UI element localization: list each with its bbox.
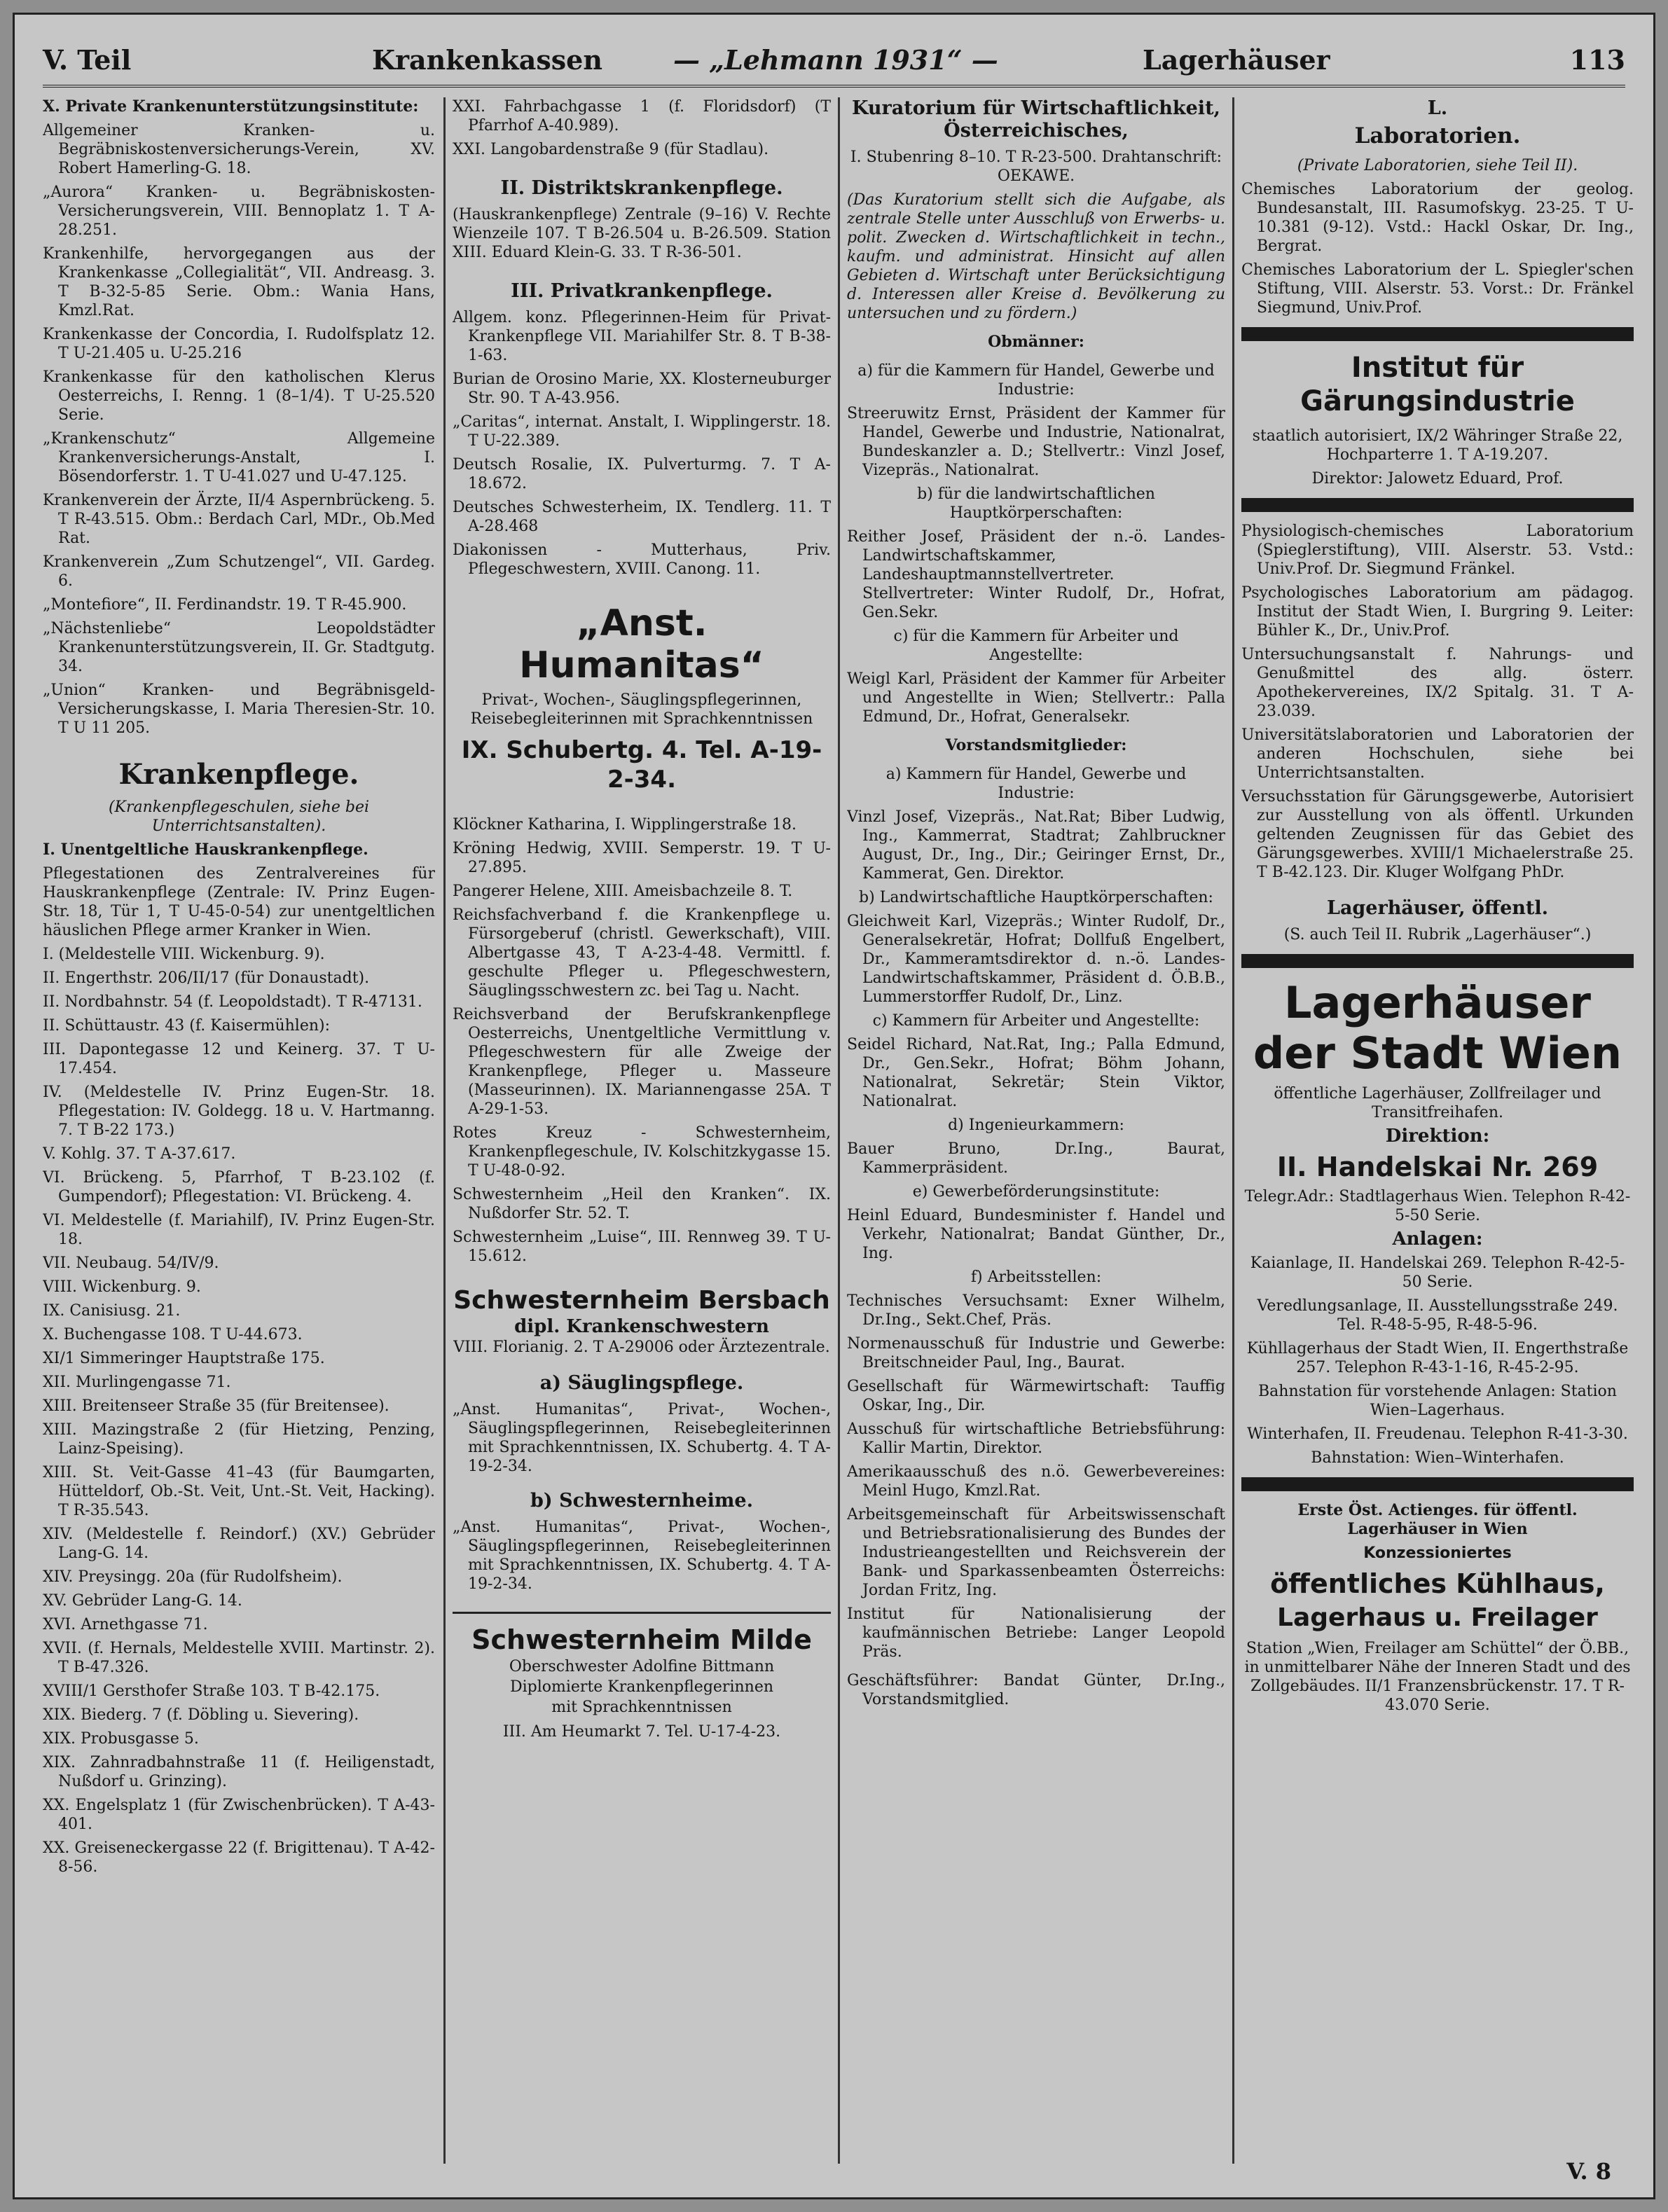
- entry: XXI. Langobardenstraße 9 (für Stadlau).: [453, 141, 769, 158]
- entry: Krankenverein der Ärzte, II/4 Aspernbrückeng. 5. T R-43.515. Obm.: Berdach Carl, MDr., Ob.Med Rat.: [43, 492, 435, 547]
- ad-text: Winterhafen, II. Freudenau. Telephon R-41-3-30.: [1247, 1425, 1628, 1443]
- ad-text: öffentliche Lagerhäuser, Zollfreilager und Transitfreihafen.: [1274, 1085, 1601, 1121]
- entry: Gleichweit Karl, Vizepräs.; Winter Rudolf, Dr., Generalsekretär, Hofrat; Dollfuß Engelbert, Dr., Kammeramtsdirektor d. n.-ö. Landes-Landwirtschaftskammer, Präsident d. Ö.B.B., Lummerstorffer Rudolf, Dr., Linz.: [847, 913, 1225, 1006]
- ad-line: Erste Öst. Actienges. für öffentl. Lagerhäuser in Wien: [1297, 1501, 1578, 1538]
- entry: II. Schüttaustr. 43 (f. Kaisermühlen):: [43, 1017, 331, 1035]
- entry: XIX. Biederg. 7 (f. Döbling u. Sievering).: [43, 1706, 359, 1724]
- entry: a) Kammern für Handel, Gewerbe und Industrie:: [885, 766, 1187, 802]
- entry: Streeruwitz Ernst, Präsident der Kammer für Handel, Gewerbe und Industrie, Nationalrat, Bundeskanzler a. D.; Stellvertr.: Vinzl Josef, Vizepräs., Nationalrat.: [847, 405, 1225, 479]
- entry: b) Landwirtschaftliche Hauptkörperschaften:: [859, 889, 1213, 906]
- ad-address: II. Handelskai Nr. 269: [1276, 1152, 1599, 1182]
- entry: Chemisches Laboratorium der L. Spiegler'schen Stiftung, VIII. Alserstr. 53. Vorst.: Dr. Fränkel Siegmund, Univ.Prof.: [1241, 261, 1634, 317]
- entry: Versuchsstation für Gärungsgewerbe, Autorisiert zur Ausstellung von als öffentl. Urkunden geltenden Zeugnissen für das Gebiet des Gärungsgewerbes. XVIII/1 Michaelerstraße 25. T B-42.123. Dir. Kluger Wolfgang PhDr.: [1241, 788, 1634, 881]
- entry: II. Nordbahnstr. 54 (f. Leopoldstadt). T R-47131.: [43, 993, 422, 1011]
- entry: Krankenverein „Zum Schutzengel“, VII. Gardeg. 6.: [43, 553, 435, 590]
- ad-text: Station „Wien, Freilager am Schüttel“ der Ö.BB., in unmittelbarer Nähe der Inneren Stadt und des Zollgebäudes. II/1 Franzensbrückenstr. 17. T R-43.070 Serie.: [1244, 1640, 1631, 1714]
- ad-text: staatlich autorisiert, IX/2 Währinger Straße 22, Hochparterre 1. T A-19.207.: [1252, 427, 1623, 464]
- ad-text: Bahnstation: Wien–Winterhafen.: [1311, 1449, 1564, 1467]
- entry: IV. (Meldestelle IV. Prinz Eugen-Str. 18. Pflegestation: IV. Goldegg. 18 u. V. Hartmanng. 7. T B-22 173.): [43, 1084, 435, 1139]
- entry: XIII. St. Veit-Gasse 41–43 (für Baumgarten, Hütteldorf, Ob.-St. Veit, Unt.-St. Veit, Hacking). T R-35.543.: [43, 1464, 435, 1519]
- entry: Pflegestationen des Zentralvereines für Hauskrankenpflege (Zentrale: IV. Prinz Eugen-Str. 18, Tür 1, T U-45-0-54) zur unentgeltlichen häuslichen Pflege armer Kranker in Wien.: [43, 865, 435, 939]
- entry: VIII. Wickenburg. 9.: [43, 1278, 201, 1296]
- ad-title: öffentliches Kühlhaus,: [1270, 1568, 1605, 1599]
- entry: „Union“ Kranken- und Begräbnisgeld-Versicherungskasse, I. Maria Theresien-Str. 10. T U 11 205.: [43, 682, 435, 737]
- entry: XII. Murlingengasse 71.: [43, 1374, 231, 1391]
- ad-title: Lagerhaus u. Freilager: [1277, 1603, 1598, 1632]
- ad-title: der Stadt Wien: [1253, 1028, 1622, 1079]
- entry: „Anst. Humanitas“, Privat-, Wochen-, Säuglingspflegerinnen, Reisebegleiterinnen mit Sprachkenntnissen, IX. Schubertg. 4. T A-19-2-34.: [453, 1519, 831, 1593]
- entry: Krankenkasse der Concordia, I. Rudolfsplatz 12. T U-21.405 u. U-25.216: [43, 326, 435, 362]
- page: [13, 13, 1655, 2199]
- ad-line: Oberschwester Adolfine Bittmann: [509, 1658, 775, 1675]
- ad-bar: [1241, 954, 1634, 968]
- entry: Schwesternheim „Heil den Kranken“. IX. Nußdorfer Str. 52. T.: [453, 1186, 831, 1222]
- entry: Heinl Eduard, Bundesminister f. Handel und Verkehr, Nationalrat; Bandat Günther, Dr., Ing.: [847, 1207, 1225, 1262]
- section-letter: L.: [1427, 97, 1448, 119]
- ad-line: Diplomierte Krankenpflegerinnen: [509, 1678, 774, 1696]
- ad-subheading: Anlagen:: [1392, 1229, 1483, 1250]
- column-2: [453, 97, 831, 2164]
- advertisement-humanitas: [453, 602, 831, 794]
- section-left: Krankenkassen: [372, 44, 602, 76]
- entry: XVII. (f. Hernals, Meldestelle XVIII. Martinstr. 2). T B-47.326.: [43, 1640, 435, 1676]
- subsection-heading: I. Unentgeltliche Hauskrankenpflege.: [43, 841, 368, 859]
- entry: (S. auch Teil II. Rubrik „Lagerhäuser“.): [1283, 926, 1592, 943]
- entry: Krankenhilfe, hervorgegangen aus der Krankenkasse „Collegialität“, VII. Andreasg. 3. T B-32-5-85 Serie. Obm.: Wania Hans, Kmzl.Rat.: [43, 245, 435, 319]
- entry: XX. Greiseneckergasse 22 (f. Brigittenau). T A-42-8-56.: [43, 1839, 435, 1876]
- entry: a) für die Kammern für Handel, Gewerbe und Industrie:: [857, 362, 1215, 399]
- entry: „Anst. Humanitas“, Privat-, Wochen-, Säuglingspflegerinnen, Reisebegleiterinnen mit Sprachkenntnissen, IX. Schubertg. 4. T A-19-2-34.: [453, 1401, 831, 1475]
- entry: Arbeitsgemeinschaft für Arbeitswissenschaft und Betriebsrationalisierung des Bundes der Industrieangestellten und Reichsverein der Bank- und Sparkassenbeamten Österreichs: Jordan Fritz, Ing.: [847, 1506, 1225, 1599]
- subsection-heading: Vorstandsmitglieder:: [945, 736, 1127, 754]
- entry: „Aurora“ Kranken- u. Begräbniskosten-Versicherungsverein, VIII. Bennoplatz 1. T A-28.251.: [43, 184, 435, 239]
- advertisement-lagerhaeuser: [1241, 978, 1634, 1467]
- entry: „Caritas“, internat. Anstalt, I. Wipplingerstr. 18. T U-22.389.: [453, 413, 831, 450]
- entry: Schwesternheim „Luise“, III. Rennweg 39. T U-15.612.: [453, 1229, 831, 1265]
- ad-text: Veredlungsanlage, II. Ausstellungsstraße 249. Tel. R-48-5-95, R-48-5-96.: [1257, 1297, 1618, 1334]
- entry: XIV. Preysingg. 20a (für Rudolfsheim).: [43, 1568, 343, 1586]
- ad-text: Bahnstation für vorstehende Anlagen: Station Wien–Lagerhaus.: [1258, 1383, 1617, 1419]
- entry: Allgem. konz. Pflegerinnen-Heim für Privat-Krankenpflege VII. Mariahilfer Str. 8. T B-38-1-63.: [453, 309, 831, 364]
- subsection-heading: Obmänner:: [988, 333, 1084, 351]
- entry: VII. Neubaug. 54/IV/9.: [43, 1254, 219, 1272]
- page-title: — „Lehmann 1931“ —: [673, 44, 998, 76]
- entry: f) Arbeitsstellen:: [970, 1269, 1102, 1286]
- column-3: [847, 97, 1225, 2164]
- page-header: [43, 36, 1625, 88]
- entry: Reichsfachverband f. die Krankenpflege u. Fürsorgeberuf (christl. Gewerkschaft), VIII. Albertgasse 43, T A-23-4-48. Vermittl. f. geschulte Pfleger u. Pflegeschwestern, Säuglingsschwestern zc. bei Tag u. Nacht.: [453, 906, 831, 1000]
- entry: X. Private Krankenunterstützungsinstitute:: [43, 97, 419, 116]
- entry: X. Buchengasse 108. T U-44.673.: [43, 1326, 303, 1343]
- advertisement-bersbach: [453, 1285, 831, 1357]
- entry: Pangerer Helene, XIII. Ameisbachzeile 8. T.: [453, 883, 793, 900]
- entry: Burian de Orosino Marie, XX. Klosterneuburger Str. 90. T A-43.956.: [453, 371, 831, 407]
- section-heading: a) Säuglingspflege.: [539, 1372, 744, 1394]
- entry: II. Engerthstr. 206/II/17 (für Donaustadt).: [43, 969, 370, 987]
- entry: Chemisches Laboratorium der geolog. Bundesanstalt, III. Rasumofskyg. 23-25. T U-10.381 (9-12). Vstd.: Hackl Oskar, Dr. Ing., Bergrat.: [1241, 181, 1634, 255]
- entry: (Krankenpflegeschulen, siehe bei Unterrichtsanstalten).: [108, 799, 370, 835]
- entry: „Nächstenliebe“ Leopoldstädter Krankenunterstützungsverein, II. Gr. Stadtgutg. 34.: [43, 620, 435, 675]
- ad-bar: [1241, 498, 1634, 512]
- entry: Weigl Karl, Präsident der Kammer für Arbeiter und Angestellte in Wien; Stellvertr.: Palla Edmund, Dr., Hofrat, Generalsekr.: [847, 670, 1225, 726]
- entry: e) Gewerbeförderungsinstitute:: [912, 1183, 1160, 1201]
- advertisement-milde: [453, 1612, 831, 1741]
- entry: XX. Engelsplatz 1 (für Zwischenbrücken). T A-43-401.: [43, 1797, 435, 1833]
- entry: Untersuchungsanstalt f. Nahrungs- und Genußmittel des allg. österr. Apothekervereines, IX/2 Spitalg. 31. T A-23.039.: [1241, 646, 1634, 720]
- section-heading: III. Privatkrankenpflege.: [511, 280, 773, 302]
- entry: IX. Canisiusg. 21.: [43, 1302, 181, 1320]
- ad-title: Schwesternheim Bersbach: [453, 1286, 830, 1315]
- column-divider: [443, 97, 446, 2164]
- ad-title: Lagerhäuser: [1284, 977, 1591, 1028]
- entry: (Das Kuratorium stellt sich die Aufgabe, als zentrale Stelle unter Ausschluß von Erwerbs- u. polit. Zwecken d. Wirtschaftlichkeit in techn., kaufm. und administrat. Hinsicht auf allen Gebieten d. Wirtschaft unter Berücksichtigung d. Interessen aller Kreise d. Bevölkerung zu untersuchen und zu fördern.): [847, 191, 1225, 322]
- entry: Amerikaausschuß des n.ö. Gewerbevereines: Meinl Hugo, Kmzl.Rat.: [847, 1463, 1225, 1500]
- column-4: [1241, 97, 1634, 2164]
- entry: d) Ingenieurkammern:: [948, 1117, 1124, 1134]
- entry: I. Stubenring 8–10. T R-23-500. Drahtanschrift: OEKAWE.: [850, 148, 1222, 185]
- section-heading: II. Distriktskrankenpflege.: [500, 177, 783, 199]
- ad-text: VIII. Florianig. 2. T A-29006 oder Ärztezentrale.: [453, 1339, 830, 1356]
- section-right: Lagerhäuser: [1143, 44, 1330, 76]
- entry: Normenausschuß für Industrie und Gewerbe: Breitschneider Paul, Ing., Baurat.: [847, 1335, 1225, 1371]
- entry: c) Kammern für Arbeiter und Angestellte:: [872, 1012, 1200, 1030]
- entry: Reither Josef, Präsident der n.-ö. Landes-Landwirtschaftskammer, Landeshauptmannstellvertreter. Stellvertreter: Winter Rudolf, Dr., Hofrat, Gen.Sekr.: [847, 528, 1225, 621]
- entry: XIX. Zahnradbahnstraße 11 (f. Heiligenstadt, Nußdorf u. Grinzing).: [43, 1754, 435, 1790]
- section-heading: Lagerhäuser, öffentl.: [1326, 897, 1549, 919]
- entry: XIII. Breitenseer Straße 35 (für Breitensee).: [43, 1397, 390, 1415]
- ad-line: III. Am Heumarkt 7. Tel. U-17-4-23.: [502, 1723, 781, 1741]
- entry: XVI. Arnethgasse 71.: [43, 1616, 208, 1633]
- ad-director: Direktor: Jalowetz Eduard, Prof.: [1311, 470, 1564, 488]
- advertisement-kuehlhaus: [1241, 1501, 1634, 1715]
- entry: Seidel Richard, Nat.Rat, Ing.; Palla Edmund, Dr., Gen.Sekr., Hofrat; Böhm Johann, Nationalrat, Sekretär; Stein Viktor, Nationalrat.: [847, 1036, 1225, 1110]
- ad-text: Privat-, Wochen-, Säuglingspflegerinnen, Reisebegleiterinnen mit Sprachkenntnissen: [470, 691, 813, 728]
- entry: Bauer Bruno, Dr.Ing., Baurat, Kammerpräsident.: [847, 1140, 1225, 1177]
- entry: Geschäftsführer: Bandat Günter, Dr.Ing., Vorstandsmitglied.: [847, 1672, 1225, 1708]
- entry: Institut für Nationalisierung der kaufmännischen Betriebe: Langer Leopold Präs.: [847, 1605, 1225, 1661]
- ad-title: „Anst. Humanitas“: [519, 602, 764, 686]
- section-heading: Laboratorien.: [1354, 123, 1521, 148]
- entry: XIV. (Meldestelle f. Reindorf.) (XV.) Gebrüder Lang-G. 14.: [43, 1526, 435, 1562]
- entry: VI. Meldestelle (f. Mariahilf), IV. Prinz Eugen-Str. 18.: [43, 1212, 435, 1248]
- entry: Klöckner Katharina, I. Wipplingerstraße 18.: [453, 816, 797, 834]
- entry: Universitätslaboratorien und Laboratorien der anderen Hochschulen, siehe bei Unterrichtsanstalten.: [1241, 726, 1634, 782]
- entry: Deutsches Schwesterheim, IX. Tendlerg. 11. T A-28.468: [453, 499, 831, 535]
- ad-bar: [1241, 327, 1634, 341]
- entry: III. Dapontegasse 12 und Keinerg. 37. T U-17.454.: [43, 1041, 435, 1077]
- entry: XIX. Probusgasse 5.: [43, 1730, 199, 1748]
- column-divider: [838, 97, 840, 2164]
- section-heading: b) Schwesternheime.: [530, 1490, 753, 1512]
- entry: c) für die Kammern für Arbeiter und Angestellte:: [893, 628, 1179, 664]
- ad-subheading: Direktion:: [1385, 1126, 1490, 1147]
- column-1: [43, 97, 435, 2164]
- entry: b) für die landwirtschaftlichen Hauptkörperschaften:: [917, 485, 1155, 522]
- entry: XIII. Mazingstraße 2 (für Hietzing, Penzing, Lainz-Speising).: [43, 1421, 435, 1458]
- sheet-mark: V. 8: [1566, 2158, 1611, 2185]
- entry: V. Kohlg. 37. T A-37.617.: [43, 1145, 236, 1163]
- ad-bar: [1241, 1477, 1634, 1491]
- entry: XV. Gebrüder Lang-G. 14.: [43, 1592, 242, 1610]
- ad-title: Institut für Gärungsindustrie: [1300, 352, 1575, 417]
- entry: Diakonissen - Mutterhaus, Priv. Pflegeschwestern, XVIII. Canong. 11.: [453, 541, 831, 578]
- ad-address: IX. Schubertg. 4. Tel. A-19-2-34.: [461, 736, 822, 794]
- entry: XXI. Fahrbachgasse 1 (f. Floridsdorf) (T Pfarrhof A-40.989).: [453, 98, 831, 134]
- entry: Physiologisch-chemisches Laboratorium (Spieglerstiftung), VIII. Alserstr. 53. Vstd.: Univ.Prof. Dr. Siegmund Fränkel.: [1241, 523, 1634, 578]
- ad-text: Kühllagerhaus der Stadt Wien, II. Engerthstraße 257. Telephon R-43-1-16, R-45-2-95.: [1246, 1340, 1629, 1376]
- entry: Kröning Hedwig, XVIII. Semperstr. 19. T U-27.895.: [453, 840, 831, 876]
- entry: Psychologisches Laboratorium am pädagog. Institut der Stadt Wien, I. Burgring 9. Leiter: Bühler K., Dr., Univ.Prof.: [1241, 584, 1634, 640]
- entry: (Hauskrankenpflege) Zentrale (9–16) V. Rechte Wienzeile 107. T B-26.504 u. B-26.509. Station XIII. Eduard Klein-G. 33. T R-36-501.: [453, 206, 831, 261]
- entry: Technisches Versuchsamt: Exner Wilhelm, Dr.Ing., Sekt.Chef, Präs.: [847, 1292, 1225, 1329]
- ad-text: Kaianlage, II. Handelskai 269. Telephon R-42-5-50 Serie.: [1250, 1254, 1625, 1291]
- entry: XI/1 Simmeringer Hauptstraße 175.: [43, 1350, 325, 1367]
- ad-title: Schwesternheim Milde: [471, 1624, 812, 1655]
- ad-line: mit Sprachkenntnissen: [551, 1699, 732, 1716]
- section-heading: Krankenpflege.: [118, 758, 359, 791]
- advertisement-gaerungsindustrie: [1241, 351, 1634, 488]
- entry: XVIII/1 Gersthofer Straße 103. T B-42.175.: [43, 1682, 380, 1700]
- entry: „Krankenschutz“ Allgemeine Krankenversicherungs-Anstalt, I. Bösendorferstr. 1. T U-41.027 und U-47.125.: [43, 430, 435, 485]
- entry: I. (Meldestelle VIII. Wickenburg. 9).: [43, 946, 325, 963]
- ad-subtitle: dipl. Krankenschwestern: [514, 1316, 769, 1337]
- ad-text: Telegr.Adr.: Stadtlagerhaus Wien. Telephon R-42-5-50 Serie.: [1244, 1188, 1631, 1224]
- entry: Gesellschaft für Wärmewirtschaft: Tauffig Oskar, Ing., Dir.: [847, 1378, 1225, 1414]
- entry: Reichsverband der Berufskrankenpflege Oesterreichs, Unentgeltliche Vermittlung v. Pflegeschwestern für alle Zweige der Krankenpflege, Pfleger u. Masseure (Masseurinnen). IX. Mariannengasse 25A. T A-29-1-53.: [453, 1006, 831, 1118]
- entry: Krankenkasse für den katholischen Klerus Oesterreichs, I. Renng. 1 (8–1/4). T U-25.520 Serie.: [43, 368, 435, 424]
- entry: Ausschuß für wirtschaftliche Betriebsführung: Kallir Martin, Direktor.: [847, 1420, 1225, 1457]
- column-divider: [1232, 97, 1234, 2164]
- part-label: V. Teil: [43, 44, 132, 76]
- entry: Rotes Kreuz - Schwesternheim, Krankenpflegeschule, IV. Kolschitzkygasse 15. T U-48-0-92.: [453, 1124, 831, 1180]
- page-number: 113: [1569, 44, 1625, 76]
- entry: (Private Laboratorien, siehe Teil II).: [1297, 157, 1578, 174]
- entry: „Montefiore“, II. Ferdinandstr. 19. T R-45.900.: [43, 596, 407, 614]
- entry: Allgemeiner Kranken- u. Begräbniskostenversicherungs-Verein, XV. Robert Hamerling-G. 18.: [43, 122, 435, 177]
- section-heading: Kuratorium für Wirtschaftlichkeit, Österreichisches,: [852, 97, 1220, 141]
- entry: Deutsch Rosalie, IX. Pulverturmg. 7. T A-18.672.: [453, 456, 831, 492]
- entry: Vinzl Josef, Vizepräs., Nat.Rat; Biber Ludwig, Ing., Kammerrat, Stadtrat; Zahlbruckner August, Dr., Ing., Dir.; Geiringer Ernst, Dr., Kammerat, Gen. Direktor.: [847, 808, 1225, 883]
- entry: VI. Brückeng. 5, Pfarrhof, T B-23.102 (f. Gumpendorf); Pflegestation: VI. Brückeng. 4.: [43, 1169, 435, 1205]
- ad-line: Konzessioniertes: [1363, 1544, 1512, 1562]
